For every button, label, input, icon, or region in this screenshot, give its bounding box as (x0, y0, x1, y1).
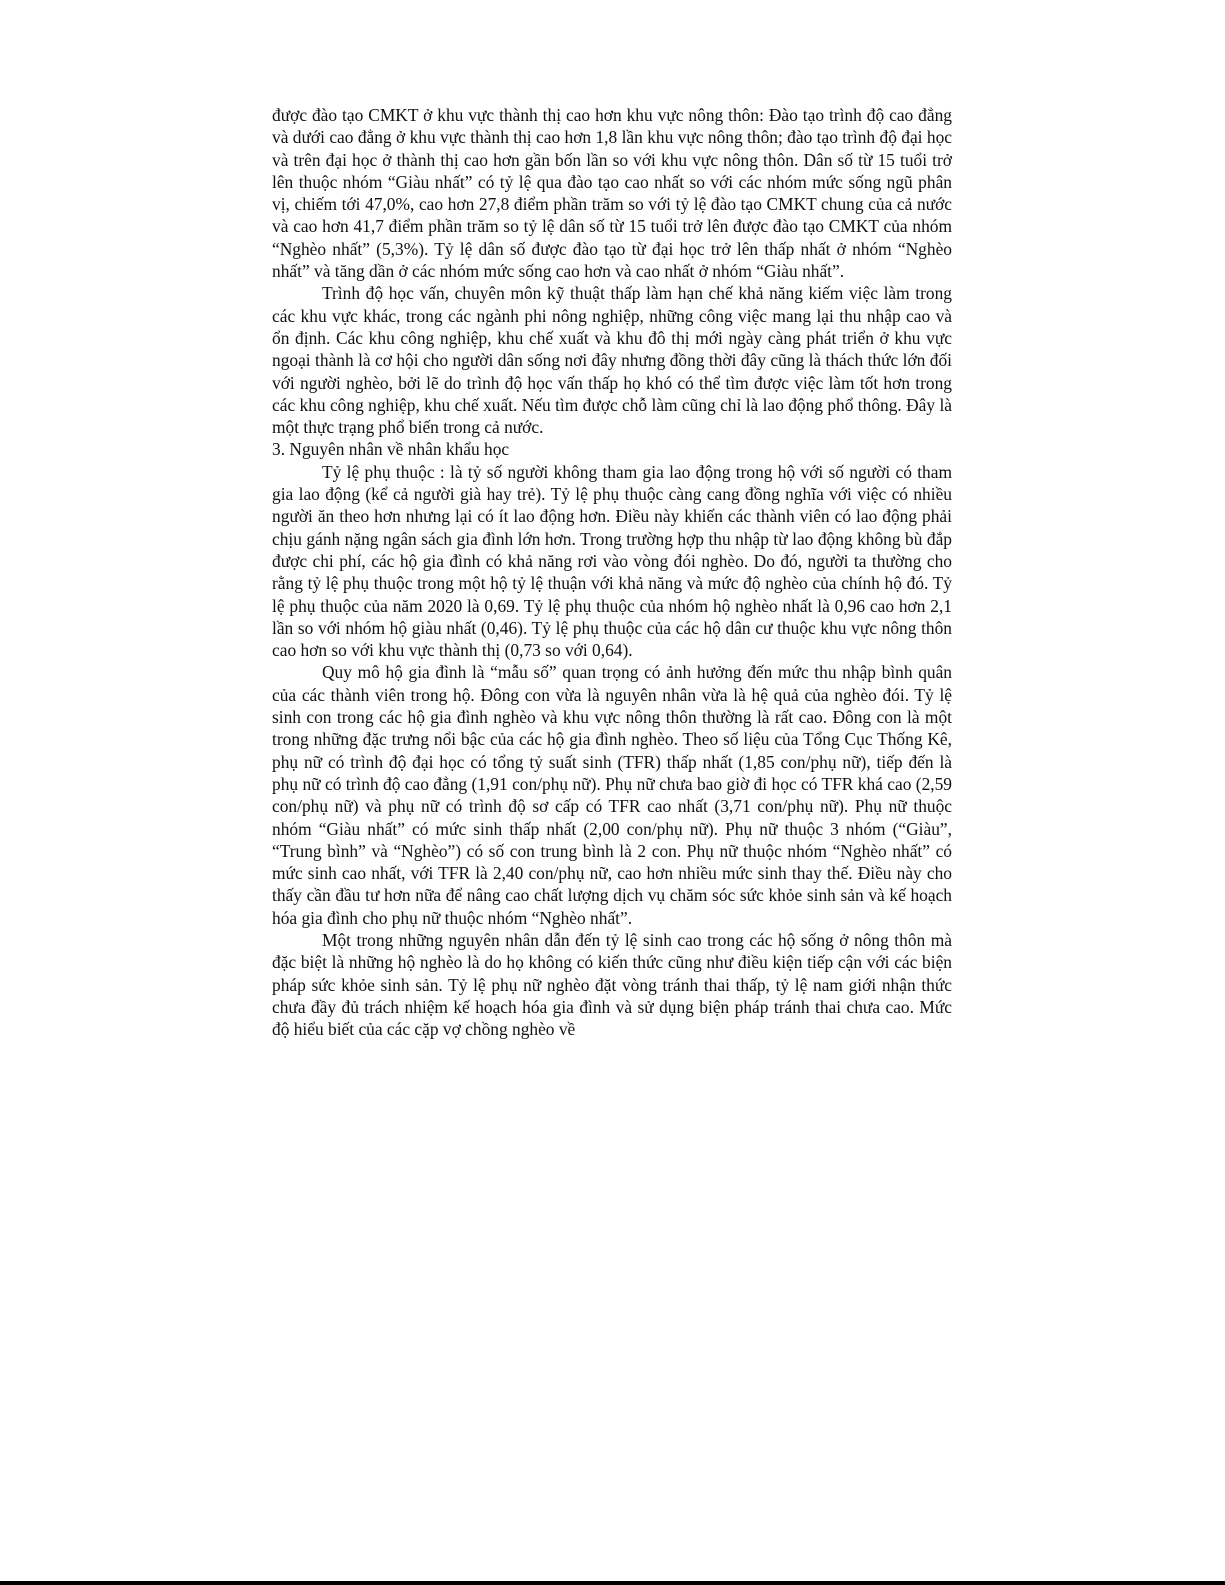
paragraph-birth-rate-causes: Một trong những nguyên nhân dẫn đến tỷ lệ sinh cao trong các hộ sống ở nông thôn mà đặc biệt là những hộ nghèo là do họ không có kiến thức cũng như điều kiện tiếp cận với các biện pháp sức khỏe sinh sản. Tỷ lệ phụ nữ nghèo đặt vòng tránh thai thấp, tỷ lệ nam giới nhận thức chưa đầy đủ trách nhiệm kế hoạch hóa gia đình và sử dụng biện pháp tránh thai chưa cao. Mức độ hiểu biết của các cặp vợ chồng nghèo về (272, 929, 952, 1040)
paragraph-education-rates: được đào tạo CMKT ở khu vực thành thị cao hơn khu vực nông thôn: Đào tạo trình độ cao đẳng và dưới cao đẳng ở khu vực thành thị cao hơn 1,8 lần khu vực nông thôn; đào tạo trình độ đại học và trên đại học ở thành thị cao hơn gần bốn lần so với khu vực nông thôn. Dân số từ 15 tuổi trở lên thuộc nhóm “Giàu nhất” có tỷ lệ qua đào tạo cao nhất so với các nhóm mức sống ngũ phân vị, chiếm tới 47,0%, cao hơn 27,8 điểm phần trăm so với tỷ lệ đào tạo CMKT chung của cả nước và cao hơn 41,7 điểm phần trăm so tỷ lệ dân số từ 15 tuổi trở lên được đào tạo CMKT của nhóm “Nghèo nhất” (5,3%). Tỷ lệ dân số được đào tạo từ đại học trở lên thấp nhất ở nhóm “Nghèo nhất” và tăng dần ở các nhóm mức sống cao hơn và cao nhất ở nhóm “Giàu nhất”. (272, 105, 952, 282)
section-heading-demographics: 3. Nguyên nhân về nhân khẩu học (272, 439, 510, 460)
paragraph-household-size: Quy mô hộ gia đình là “mẫu số” quan trọng có ảnh hưởng đến mức thu nhập bình quân của các thành viên trong hộ. Đông con vừa là nguyên nhân vừa là hệ quả của nghèo đói. Tỷ lệ sinh con trong các hộ gia đình nghèo và khu vực nông thôn thường là rất cao. Đông con là một trong những đặc trưng nổi bậc của các hộ gia đình nghèo. Theo số liệu của Tổng Cục Thống Kê, phụ nữ có trình độ đại học có tổng tỷ suất sinh (TFR) thấp nhất (1,85 con/phụ nữ), tiếp đến là phụ nữ có trình độ cao đẳng (1,91 con/phụ nữ). Phụ nữ chưa bao giờ đi học có TFR khá cao (2,59 con/phụ nữ) và phụ nữ có trình độ sơ cấp có TFR cao nhất (3,71 con/phụ nữ). Phụ nữ thuộc nhóm “Giàu nhất” có mức sinh thấp nhất (2,00 con/phụ nữ). Phụ nữ thuộc 3 nhóm (“Giàu”, “Trung bình” và “Nghèo”) có số con trung bình là 2 con. Phụ nữ thuộc nhóm “Nghèo nhất” có mức sinh cao nhất, với TFR là 2,40 con/phụ nữ, cao hơn nhiều mức sinh thay thế. Điều này cho thấy cần đầu tư hơn nữa để nâng cao chất lượng dịch vụ chăm sóc sức khỏe sinh sản và kế hoạch hóa gia đình cho phụ nữ thuộc nhóm “Nghèo nhất”. (272, 662, 952, 928)
paragraph-dependency-ratio: Tỷ lệ phụ thuộc : là tỷ số người không tham gia lao động trong hộ với số người có tham gia lao động (kể cả người già hay trẻ). Tỷ lệ phụ thuộc càng cang đồng nghĩa với việc có nhiều người ăn theo hơn nhưng lại có ít lao động hơn. Điều này khiến các thành viên có lao động phải chịu gánh nặng ngân sách gia đình lớn hơn. Trong trường hợp thu nhập từ lao động không bù đắp được chi phí, các hộ gia đình có khả năng rơi vào vòng đói nghèo. Do đó, người ta thường cho rằng tỷ lệ phụ thuộc trong một hộ tỷ lệ thuận với khả năng và mức độ nghèo của chính hộ đó. Tỷ lệ phụ thuộc của năm 2020 là 0,69. Tỷ lệ phụ thuộc của nhóm hộ nghèo nhất là 0,96 cao hơn 2,1 lần so với nhóm hộ giàu nhất (0,46). Tỷ lệ phụ thuộc của các hộ dân cư thuộc khu vực nông thôn cao hơn so với khu vực thành thị (0,73 so với 0,64). (272, 461, 952, 661)
bottom-edge-rule (0, 1581, 1225, 1585)
paragraph-education-limits: Trình độ học vấn, chuyên môn kỹ thuật thấp làm hạn chế khả năng kiếm việc làm trong các khu vực khác, trong các ngành phi nông nghiệp, những công việc mang lại thu nhập cao và ổn định. Các khu công nghiệp, khu chế xuất và khu đô thị mới ngày càng phát triển ở khu vực ngoại thành là cơ hội cho người dân sống nơi đây nhưng đồng thời đây cũng là thách thức lớn đối với người nghèo, bởi lẽ do trình độ học vấn thấp họ khó có thể tìm được việc làm tốt hơn trong các khu công nghiệp, khu chế xuất. Nếu tìm được chỗ làm cũng chỉ là lao động phổ thông. Đây là một thực trạng phổ biến trong cả nước. (272, 283, 952, 438)
document-page (272, 104, 952, 1040)
